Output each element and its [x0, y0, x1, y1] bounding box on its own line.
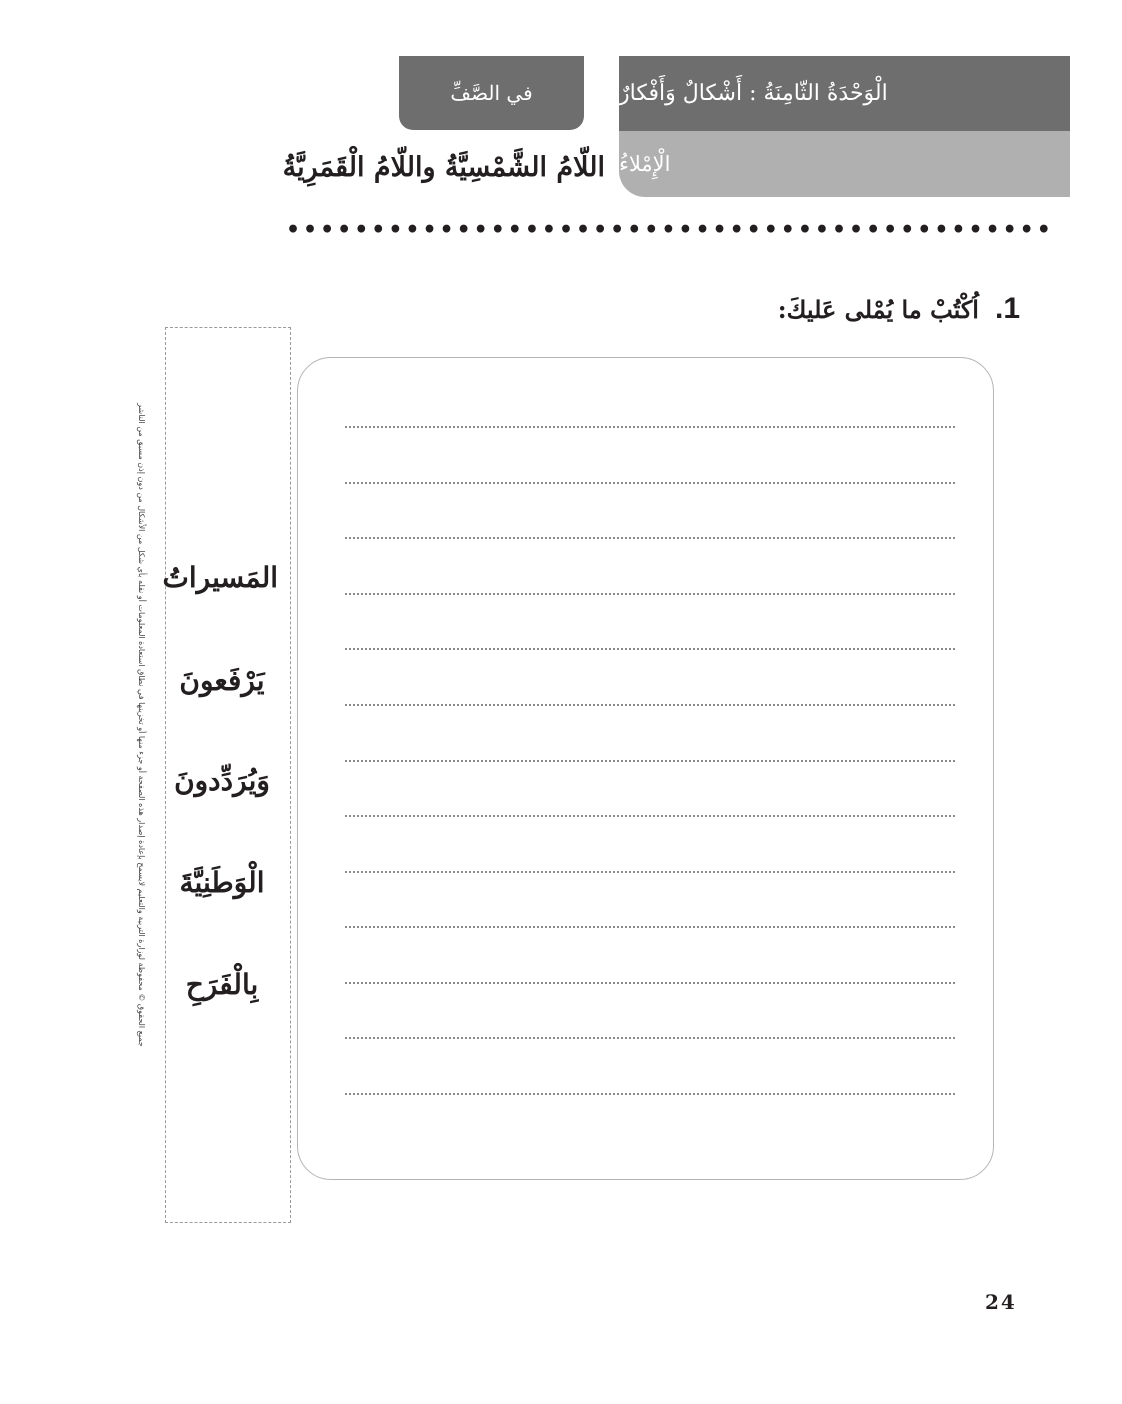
exercise-heading — [700, 292, 1020, 326]
title-dotted-underline: ••••••••••••••••••••••••••••••••••••••••••••• — [286, 217, 1054, 243]
lesson-title: اللّامُ الشَّمْسِيَّةُ واللّامُ الْقَمَرِيَّةُ — [282, 152, 605, 183]
word-item: وَيُرَدِّدونَ — [174, 764, 270, 797]
writing-line[interactable] — [345, 648, 955, 650]
word-item: بِالْفَرَحِ — [185, 968, 259, 1001]
unit-title: الْوَحْدَةُ الثّامِنَةُ : أَشْكالٌ وَأَفْكارٌ — [619, 81, 888, 106]
exercise-instruction: اُكْتُبْ ما يُمْلى عَليكَ: — [777, 295, 979, 324]
writing-line[interactable] — [345, 482, 955, 484]
word-item: المَسيراتُ — [162, 561, 278, 594]
word-item: يَرْفَعونَ — [179, 664, 265, 697]
topic-bar — [619, 131, 1070, 197]
word-list-box — [162, 327, 291, 1223]
writing-line[interactable] — [345, 704, 955, 706]
class-tab — [399, 56, 584, 130]
writing-line[interactable] — [345, 593, 955, 595]
word-item: الْوَطَنِيَّةَ — [179, 866, 265, 899]
writing-line[interactable] — [345, 537, 955, 539]
writing-line[interactable] — [345, 982, 955, 984]
class-tab-label: في الصَّفِّ — [450, 81, 533, 105]
writing-line[interactable] — [345, 815, 955, 817]
topic-label: الْإِمْلاءُ — [619, 152, 671, 176]
writing-area[interactable] — [297, 357, 994, 1180]
writing-line[interactable] — [345, 926, 955, 928]
copyright-notice: جميع الحقوق © محفوظة لوزارة التربية والتعليم لايسمح بإعادة إصدار هذه الصفحة أو جزء منها أو تخزينها في نطاق استعادة المعلومات أو نقله بأي شكل من الأشكال من دون إذن مسبق من الناشر — [137, 403, 146, 1047]
exercise-number: 1. — [994, 292, 1020, 325]
writing-line[interactable] — [345, 1093, 955, 1095]
writing-line[interactable] — [345, 1037, 955, 1039]
writing-line[interactable] — [345, 760, 955, 762]
writing-line[interactable] — [345, 426, 955, 428]
writing-line[interactable] — [345, 871, 955, 873]
page-number: 24 — [985, 1290, 1017, 1314]
unit-title-bar — [619, 56, 1070, 131]
